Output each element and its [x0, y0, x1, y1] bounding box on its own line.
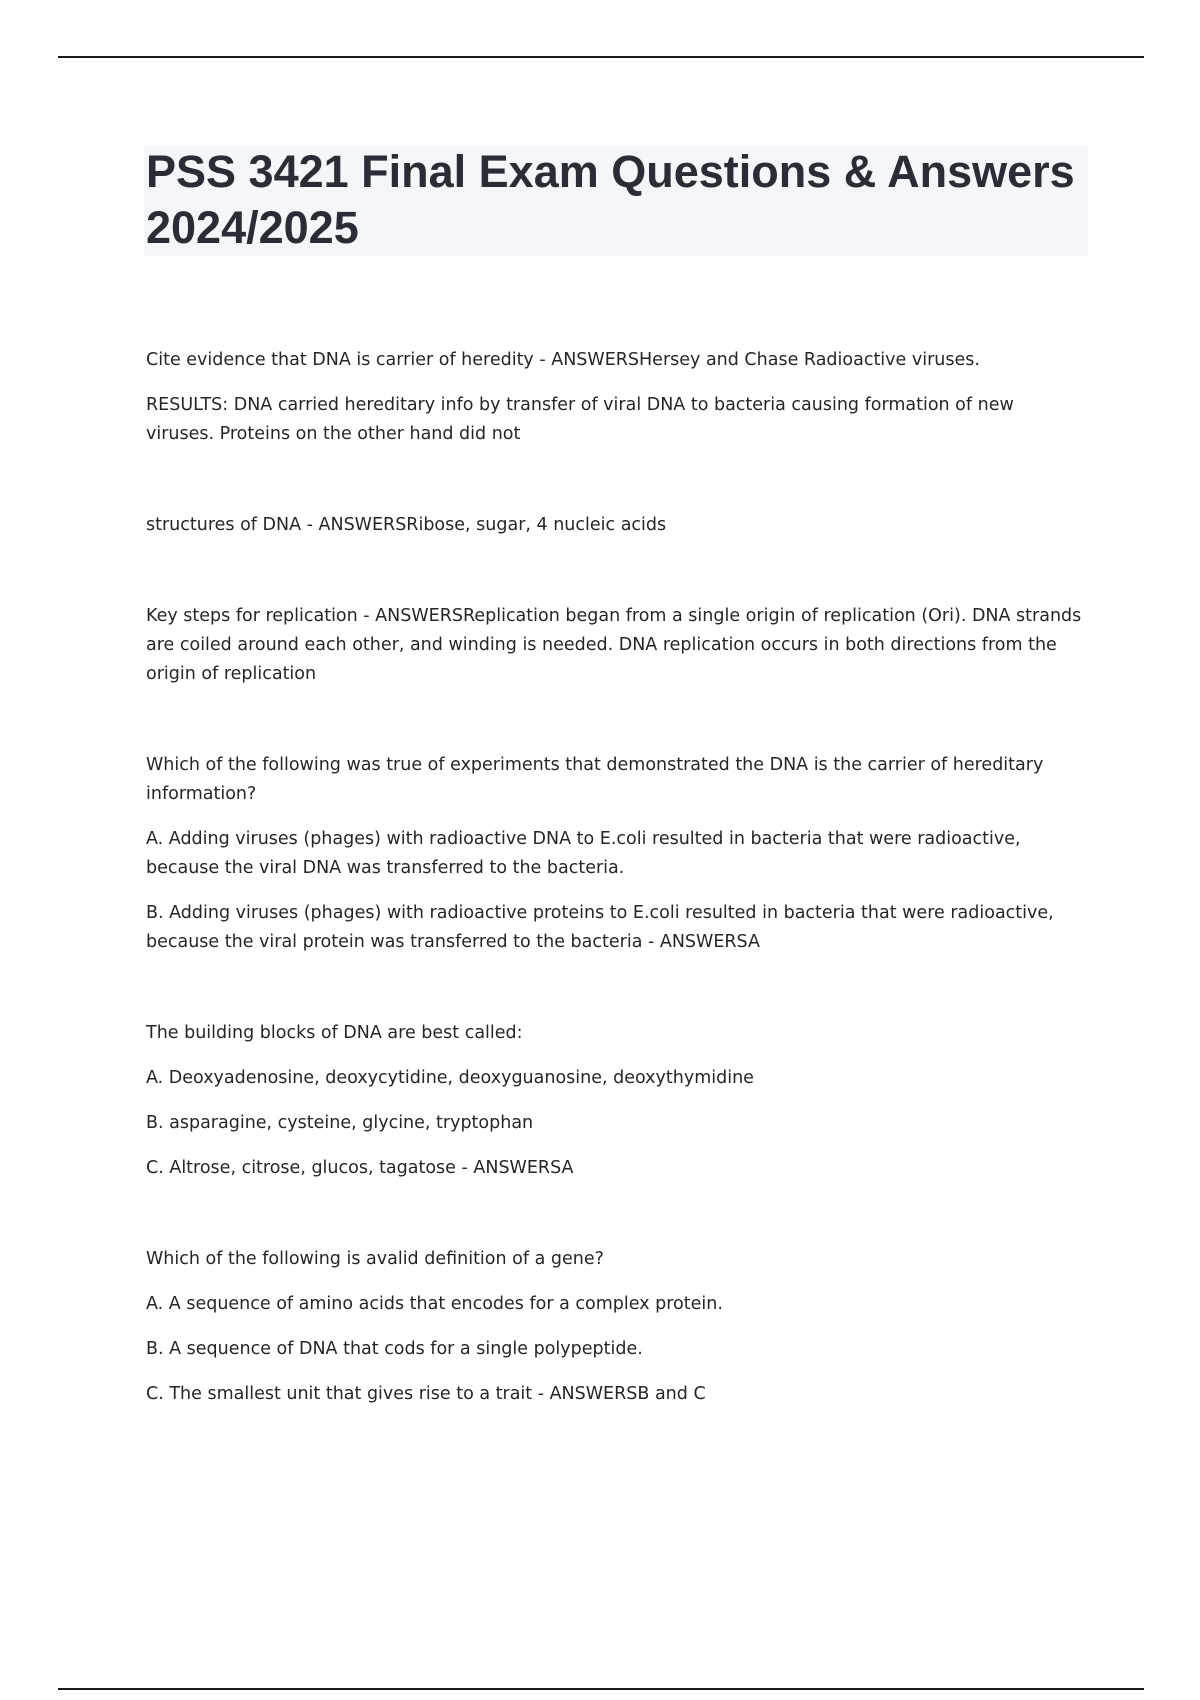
option-a: A. A sequence of amino acids that encodes for a complex protein. — [146, 1294, 723, 1314]
option-a: A. Deoxyadenosine, deoxycytidine, deoxyguanosine, deoxythymidine — [146, 1068, 754, 1088]
option-c: C. The smallest unit that gives rise to a trait - ANSWERSB and C — [146, 1384, 706, 1404]
qa-content — [146, 346, 1086, 1471]
qa-item — [146, 346, 1086, 449]
qa-item — [146, 751, 1086, 957]
question-text: Which of the following is avalid definition of a gene? — [146, 1249, 604, 1269]
answer-detail: RESULTS: DNA carried hereditary info by transfer of viral DNA to bacteria causing formation of new viruses. Proteins on the other hand did not — [146, 395, 1014, 444]
document-title: PSS 3421 Final Exam Questions & Answers 2024/2025 — [146, 146, 1075, 253]
qa-item — [146, 602, 1086, 689]
question-text: Key steps for replication - ANSWERSReplication began from a single origin of replication (Ori). DNA strands are coiled around each other, and winding is needed. DNA replication occurs in both directions from the origin of replication — [146, 606, 1082, 684]
question-text: Cite evidence that DNA is carrier of heredity - ANSWERSHersey and Chase Radioactive viruses. — [146, 350, 980, 370]
qa-item — [146, 1019, 1086, 1183]
option-b: B. A sequence of DNA that cods for a single polypeptide. — [146, 1339, 643, 1359]
qa-item — [146, 1245, 1086, 1409]
bottom-rule — [58, 1688, 1144, 1690]
option-a: A. Adding viruses (phages) with radioactive DNA to E.coli resulted in bacteria that were radioactive, because the viral DNA was transferred to the bacteria. — [146, 829, 1021, 878]
question-text: Which of the following was true of experiments that demonstrated the DNA is the carrier of hereditary information? — [146, 755, 1044, 804]
question-text: structures of DNA - ANSWERSRibose, sugar, 4 nucleic acids — [146, 515, 667, 535]
option-c: C. Altrose, citrose, glucos, tagatose - ANSWERSA — [146, 1158, 574, 1178]
question-text: The building blocks of DNA are best called: — [146, 1023, 523, 1043]
qa-item — [146, 511, 1086, 540]
top-rule — [58, 56, 1144, 58]
option-b: B. Adding viruses (phages) with radioactive proteins to E.coli resulted in bacteria that were radioactive, because the viral protein was transferred to the bacteria - ANSWERSA — [146, 903, 1054, 952]
option-b: B. asparagine, cysteine, glycine, tryptophan — [146, 1113, 534, 1133]
